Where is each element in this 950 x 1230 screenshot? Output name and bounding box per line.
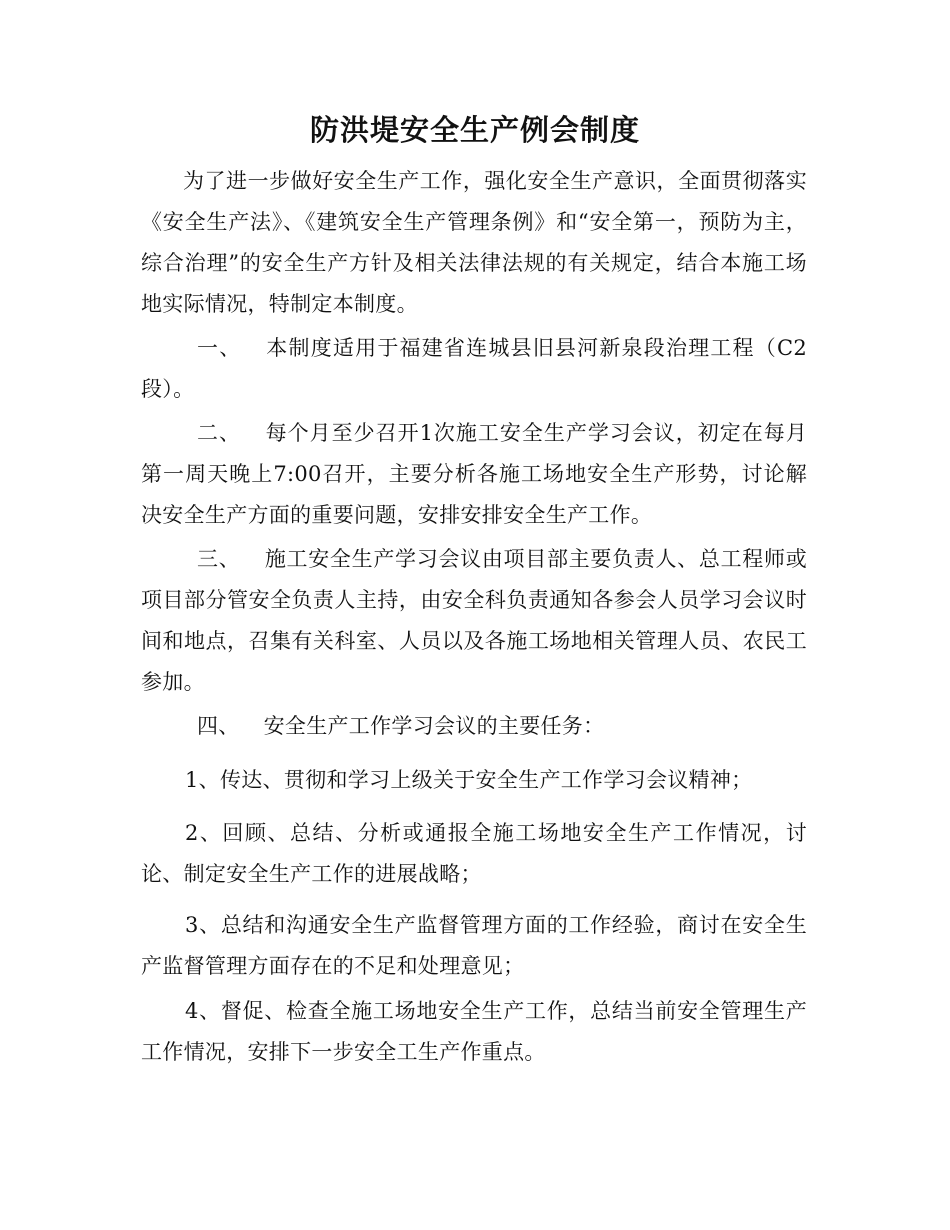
- section-3-number: 三、: [197, 547, 241, 571]
- task-3-text: 3、总结和沟通安全生产监督管理方面的工作经验，商讨在安全生产监督管理方面存在的不足和处理意见；: [141, 913, 807, 978]
- section-4-number: 四、: [197, 714, 240, 738]
- section-2-number: 二、: [197, 421, 241, 445]
- task-2-text: 2、回顾、总结、分析或通报全施工场地安全生产工作情况，讨论、制定安全生产工作的进展战略；: [141, 821, 807, 886]
- section-1-text: 本制度适用于福建省连城县旧县河新泉段治理工程（C2段）。: [141, 336, 807, 401]
- task-1-paragraph: [141, 760, 807, 801]
- section-1-number: 一、: [197, 336, 242, 360]
- document-title: 防洪堤安全生产例会制度: [309, 113, 640, 147]
- section-3-text: 施工安全生产学习会议由项目部主要负责人、总工程师或项目部分管安全负责人主持，由安全科负责通知各参会人员学习会议时间和地点，召集有关科室、人员以及各施工场地相关管理人员、农民工参加。: [141, 547, 808, 694]
- section-1-paragraph: [141, 328, 807, 410]
- task-4-paragraph: [141, 991, 807, 1073]
- intro-paragraph: [141, 161, 807, 325]
- task-4-text: 4、督促、检查全施工场地安全生产工作，总结当前安全管理生产工作情况，安排下一步安全工生产作重点。: [141, 999, 807, 1064]
- section-2-paragraph: [141, 413, 807, 536]
- task-1-text: 1、传达、贯彻和学习上级关于安全生产工作学习会议精神；: [185, 768, 753, 792]
- task-2-paragraph: [141, 813, 807, 895]
- section-2-text: 每个月至少召开1次施工安全生产学习会议，初定在每月第一周天晚上7:00召开，主要分析各施工场地安全生产形势，讨论解决安全生产方面的重要问题，安排安排安全生产工作。: [141, 421, 808, 527]
- intro-text: 为了进一步做好安全生产工作，强化安全生产意识，全面贯彻落实《安全生产法》、《建筑安全生产管理条例》和“安全第一，预防为主，综合治理”的安全生产方针及相关法律法规的有关规定，结合本施工场地实际情况，特制定本制度。: [141, 169, 807, 316]
- section-4-paragraph: [141, 706, 807, 747]
- section-3-paragraph: [141, 539, 807, 703]
- section-4-text: 安全生产工作学习会议的主要任务：: [263, 714, 605, 738]
- task-3-paragraph: [141, 905, 807, 987]
